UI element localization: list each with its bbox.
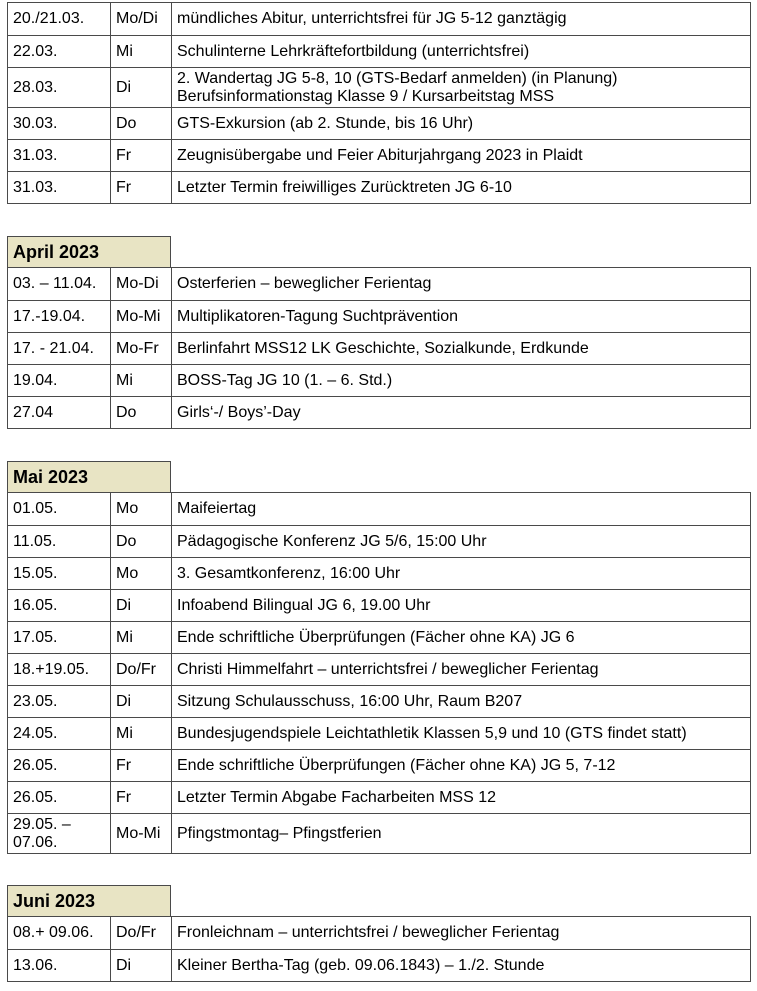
date-cell: 11.05. [8, 526, 111, 558]
table-row [8, 782, 751, 814]
table-row [8, 68, 751, 108]
date-cell: 23.05. [8, 686, 111, 718]
march-table [7, 2, 751, 204]
event-cell: Berlinfahrt MSS12 LK Geschichte, Sozialkunde, Erdkunde [172, 333, 751, 365]
table-row [8, 140, 751, 172]
weekday-cell: Fr [111, 750, 172, 782]
date-cell: 28.03. [8, 68, 111, 108]
date-cell: 15.05. [8, 558, 111, 590]
weekday-cell: Mo [111, 558, 172, 590]
table-row [8, 172, 751, 204]
table-row [8, 950, 751, 982]
table-row [8, 397, 751, 429]
weekday-cell: Mi [111, 36, 172, 68]
event-cell: Schulinterne Lehrkräftefortbildung (unterrichtsfrei) [172, 36, 751, 68]
month-heading-mai: Mai 2023 [7, 461, 171, 493]
event-cell: Fronleichnam – unterrichtsfrei / beweglicher Ferientag [172, 917, 751, 950]
date-cell: 22.03. [8, 36, 111, 68]
event-cell: Osterferien – beweglicher Ferientag [172, 268, 751, 301]
weekday-cell: Mi [111, 365, 172, 397]
date-cell: 30.03. [8, 108, 111, 140]
date-cell: 19.04. [8, 365, 111, 397]
table-row [8, 917, 751, 950]
event-cell: 3. Gesamtkonferenz, 16:00 Uhr [172, 558, 751, 590]
weekday-cell: Do/Fr [111, 654, 172, 686]
weekday-cell: Mi [111, 718, 172, 750]
table-row [8, 108, 751, 140]
weekday-cell: Di [111, 590, 172, 622]
weekday-cell: Mo-Mi [111, 301, 172, 333]
date-line: 07.06. [13, 833, 58, 851]
weekday-cell: Do [111, 397, 172, 429]
event-line: 2. Wandertag JG 5-8, 10 (GTS-Bedarf anmelden) (in Planung) [177, 69, 618, 87]
event-line: Berufsinformationstag Klasse 9 / Kursarbeitstag MSS [177, 87, 555, 105]
date-cell: 13.06. [8, 950, 111, 982]
event-cell: Pädagogische Konferenz JG 5/6, 15:00 Uhr [172, 526, 751, 558]
table-row [8, 654, 751, 686]
weekday-cell: Fr [111, 140, 172, 172]
event-cell: Pfingstmontag– Pfingstferien [172, 814, 751, 854]
table-row [8, 365, 751, 397]
date-cell: 26.05. [8, 782, 111, 814]
mai-table [7, 492, 751, 854]
event-cell: Kleiner Bertha-Tag (geb. 09.06.1843) – 1./2. Stunde [172, 950, 751, 982]
date-cell: 17.-19.04. [8, 301, 111, 333]
date-cell: 17.05. [8, 622, 111, 654]
date-cell: 20./21.03. [8, 3, 111, 36]
weekday-cell: Do [111, 108, 172, 140]
table-row [8, 301, 751, 333]
table-row [8, 814, 751, 854]
event-cell: Ende schriftliche Überprüfungen (Fächer ohne KA) JG 6 [172, 622, 751, 654]
table-row [8, 590, 751, 622]
weekday-cell: Mi [111, 622, 172, 654]
month-heading-april: April 2023 [7, 236, 171, 268]
month-heading-juni: Juni 2023 [7, 885, 171, 917]
table-row [8, 750, 751, 782]
weekday-cell: Di [111, 68, 172, 108]
table-row [8, 622, 751, 654]
event-cell: Sitzung Schulausschuss, 16:00 Uhr, Raum B207 [172, 686, 751, 718]
april-table [7, 267, 751, 429]
date-cell: 24.05. [8, 718, 111, 750]
weekday-cell: Mo [111, 493, 172, 526]
date-cell: 17. - 21.04. [8, 333, 111, 365]
date-cell: 27.04 [8, 397, 111, 429]
weekday-cell: Mo/Di [111, 3, 172, 36]
date-cell: 18.+19.05. [8, 654, 111, 686]
table-row [8, 333, 751, 365]
event-cell: Zeugnisübergabe und Feier Abiturjahrgang 2023 in Plaidt [172, 140, 751, 172]
event-cell: Girls‘-/ Boys’-Day [172, 397, 751, 429]
table-row [8, 268, 751, 301]
date-cell: 31.03. [8, 140, 111, 172]
date-cell: 31.03. [8, 172, 111, 204]
date-cell: 26.05. [8, 750, 111, 782]
weekday-cell: Mo-Di [111, 268, 172, 301]
weekday-cell: Do [111, 526, 172, 558]
table-row [8, 3, 751, 36]
event-cell: Ende schriftliche Überprüfungen (Fächer ohne KA) JG 5, 7-12 [172, 750, 751, 782]
weekday-cell: Do/Fr [111, 917, 172, 950]
event-cell: Letzter Termin Abgabe Facharbeiten MSS 12 [172, 782, 751, 814]
event-cell: mündliches Abitur, unterrichtsfrei für JG 5-12 ganztägig [172, 3, 751, 36]
date-line: 29.05. – [13, 815, 71, 833]
table-row [8, 526, 751, 558]
weekday-cell: Fr [111, 782, 172, 814]
weekday-cell: Di [111, 686, 172, 718]
event-cell [172, 68, 751, 108]
event-cell: GTS-Exkursion (ab 2. Stunde, bis 16 Uhr) [172, 108, 751, 140]
table-row [8, 493, 751, 526]
table-row [8, 686, 751, 718]
event-cell: Bundesjugendspiele Leichtathletik Klassen 5,9 und 10 (GTS findet statt) [172, 718, 751, 750]
event-cell: Letzter Termin freiwilliges Zurücktreten JG 6-10 [172, 172, 751, 204]
weekday-cell: Mo-Mi [111, 814, 172, 854]
date-cell [8, 814, 111, 854]
event-cell: BOSS-Tag JG 10 (1. – 6. Std.) [172, 365, 751, 397]
weekday-cell: Mo-Fr [111, 333, 172, 365]
event-cell: Christi Himmelfahrt – unterrichtsfrei / beweglicher Ferientag [172, 654, 751, 686]
juni-table [7, 916, 751, 982]
table-row [8, 36, 751, 68]
date-cell: 01.05. [8, 493, 111, 526]
date-cell: 16.05. [8, 590, 111, 622]
date-cell: 08.+ 09.06. [8, 917, 111, 950]
event-cell: Maifeiertag [172, 493, 751, 526]
weekday-cell: Di [111, 950, 172, 982]
date-cell: 03. – 11.04. [8, 268, 111, 301]
table-row [8, 718, 751, 750]
event-cell: Multiplikatoren-Tagung Suchtprävention [172, 301, 751, 333]
weekday-cell: Fr [111, 172, 172, 204]
table-row [8, 558, 751, 590]
event-cell: Infoabend Bilingual JG 6, 19.00 Uhr [172, 590, 751, 622]
